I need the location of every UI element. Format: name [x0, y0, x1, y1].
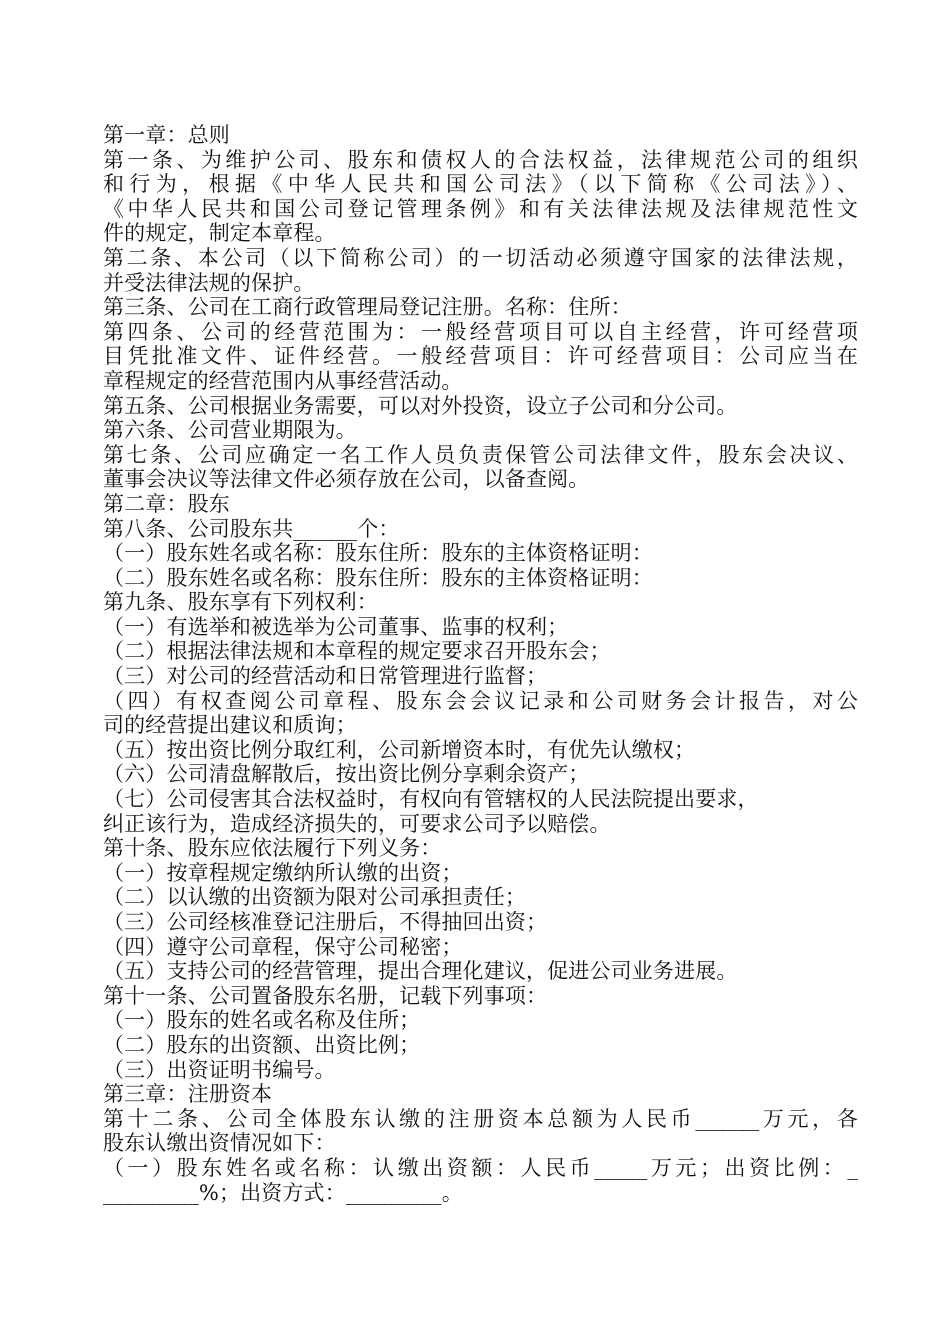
article-9-item-5: （五）按出资比例分取红利，公司新增资本时，有优先认缴权； [103, 737, 696, 762]
article-11-item-3: （三）出资证明书编号。 [103, 1057, 336, 1082]
document-body [103, 123, 858, 1205]
article-10-item-3: （三）公司经核准登记注册后，不得抽回出资； [103, 910, 548, 934]
article-9-item-1: （一）有选举和被选举为公司董事、监事的权利； [103, 614, 569, 639]
chapter-1-heading: 第一章：总则 [103, 123, 230, 147]
article-9-item-4-line-2: 司的经营提出建议和质询； [103, 713, 357, 738]
article-3: 第三条、公司在工商行政管理局登记注册。名称：住所： [103, 295, 632, 320]
article-11-item-2: （二）股东的出资额、出资比例； [103, 1032, 421, 1057]
article-5: 第五条、公司根据业务需要，可以对外投资，设立子公司和分公司。 [103, 393, 738, 418]
article-11: 第十一条、公司置备股东名册，记载下列事项： [103, 983, 548, 1008]
article-9-item-3: （三）对公司的经营活动和日常管理进行监督； [103, 664, 548, 689]
article-9-item-7-line-2: 纠正该行为，造成经济损失的，可要求公司予以赔偿。 [103, 811, 611, 836]
article-12-line-2: 股东认缴出资情况如下： [103, 1131, 336, 1156]
article-4-line-3: 章程规定的经营范围内从事经营活动。 [103, 368, 463, 393]
article-1-line-2: 和行为，根据《中华人民共和国公司法》（以下简称《公司法》）、 [103, 172, 858, 197]
article-8-item-1: （一）股东姓名或名称：股东住所：股东的主体资格证明： [103, 541, 653, 566]
article-7-line-2: 董事会决议等法律文件必须存放在公司，以备查阅。 [103, 467, 590, 492]
article-10-item-5: （五）支持公司的经营管理，提出合理化建议，促进公司业务进展。 [103, 959, 738, 984]
article-8: 第八条、公司股东共______个： [103, 516, 400, 541]
article-10-item-2: （二）以认缴的出资额为限对公司承担责任； [103, 885, 526, 910]
article-12-item-1-line-1: （一）股东姓名或名称：认缴出资额：人民币_____万元；出资比例：_ [103, 1155, 858, 1180]
article-4-line-1: 第四条、公司的经营范围为：一般经营项目可以自主经营，许可经营项 [103, 319, 858, 344]
article-1-line-4: 件的规定，制定本章程。 [103, 221, 336, 246]
article-7-line-1: 第七条、公司应确定一名工作人员负责保管公司法律文件，股东会决议、 [103, 442, 858, 467]
article-10-item-4: （四）遵守公司章程，保守公司秘密； [103, 934, 463, 959]
chapter-2-heading: 第二章：股东 [103, 491, 230, 516]
article-9-item-6: （六）公司清盘解散后，按出资比例分享剩余资产； [103, 762, 590, 787]
article-2-line-1: 第二条、本公司（以下简称公司）的一切活动必须遵守国家的法律法规， [103, 245, 858, 270]
article-1-line-1: 第一条、为维护公司、股东和债权人的合法权益，法律规范公司的组织 [103, 147, 858, 172]
article-11-item-1: （一）股东的姓名或名称及住所； [103, 1008, 421, 1033]
article-2-line-2: 并受法律法规的保护。 [103, 270, 315, 295]
article-4-line-2: 目凭批准文件、证件经营。一般经营项目：许可经营项目：公司应当在 [103, 344, 858, 369]
article-10: 第十条、股东应依法履行下列义务： [103, 836, 442, 861]
article-8-item-2: （二）股东姓名或名称：股东住所：股东的主体资格证明： [103, 565, 653, 590]
article-10-item-1: （一）按章程规定缴纳所认缴的出资； [103, 860, 463, 885]
article-9: 第九条、股东享有下列权利： [103, 590, 378, 615]
article-6: 第六条、公司营业期限为。 [103, 418, 357, 443]
article-9-item-4-line-1: （四）有权查阅公司章程、股东会会议记录和公司财务会计报告，对公 [103, 688, 858, 713]
article-9-item-2: （二）根据法律法规和本章程的规定要求召开股东会； [103, 639, 611, 664]
article-12-item-1-line-2: _________%；出资方式：_________。 [103, 1180, 463, 1205]
article-1-line-3: 《中华人民共和国公司登记管理条例》和有关法律法规及法律规范性文 [103, 196, 858, 221]
chapter-3-heading: 第三章：注册资本 [103, 1082, 273, 1107]
article-12-line-1: 第十二条、公司全体股东认缴的注册资本总额为人民币______万元，各 [103, 1106, 858, 1131]
article-9-item-7-line-1: （七）公司侵害其合法权益时，有权向有管辖权的人民法院提出要求， [103, 787, 759, 812]
